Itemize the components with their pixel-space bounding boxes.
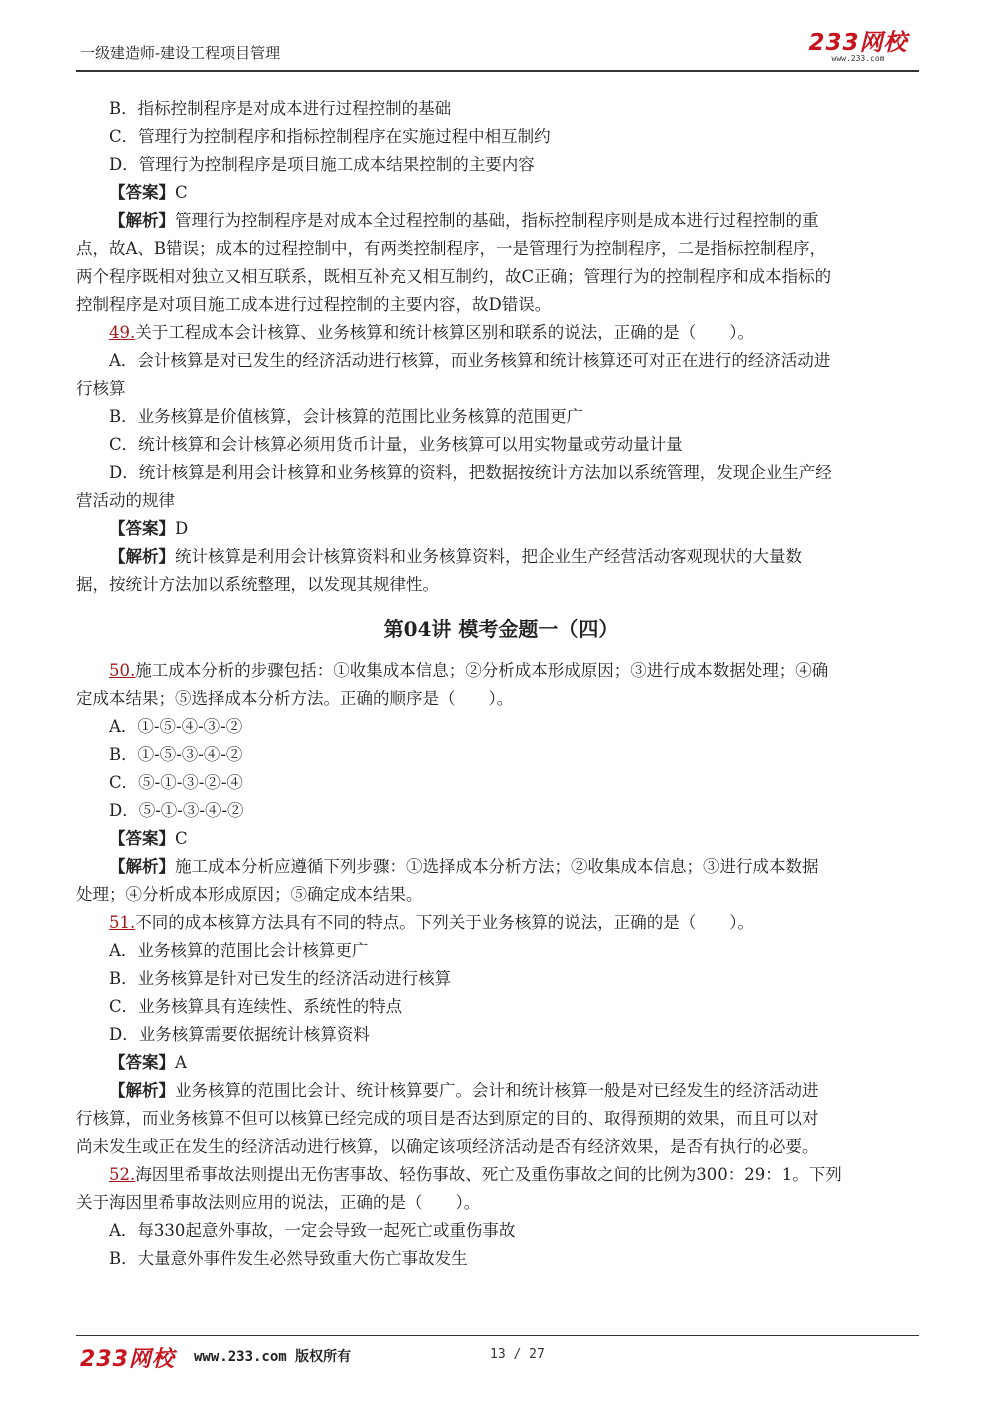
text-line xyxy=(76,741,926,769)
line-text: A．每330起意外事故，一定会导致一起死亡或重伤事故 xyxy=(109,1221,516,1240)
text-line xyxy=(76,1189,926,1217)
text-line xyxy=(76,375,926,403)
line-text: C．管理行为控制程序和指标控制程序在实施过程中相互制约 xyxy=(109,127,551,146)
explanation-line xyxy=(76,853,926,881)
text-line xyxy=(76,1105,926,1133)
label-tag: 【解析】 xyxy=(109,211,175,230)
line-text: 第04讲 模考金题一（四） xyxy=(383,617,619,641)
text-line xyxy=(76,1217,926,1245)
line-text: 控制程序是对项目施工成本进行过程控制的主要内容，故D错误。 xyxy=(76,295,552,314)
text-line xyxy=(76,685,926,713)
answer-line xyxy=(76,825,926,853)
question-stem xyxy=(76,319,926,347)
text-line xyxy=(76,291,926,319)
line-text: A．业务核算的范围比会计核算更广 xyxy=(109,941,369,960)
page-footer xyxy=(76,1335,919,1376)
text-line xyxy=(76,1021,926,1049)
page-header xyxy=(76,30,919,72)
text-line xyxy=(76,769,926,797)
question-stem xyxy=(76,1161,926,1189)
text-line xyxy=(76,347,926,375)
text-line xyxy=(76,235,926,263)
text-line xyxy=(76,95,926,123)
line-text: D xyxy=(175,519,189,538)
text-line xyxy=(76,263,926,291)
line-text: 点，故A、B错误；成本的过程控制中，有两类控制程序，一是管理行为控制程序，二是指标控制程序， xyxy=(76,239,827,258)
logo-text: 233网校 xyxy=(808,30,908,56)
text-line xyxy=(76,713,926,741)
line-text: 营活动的规律 xyxy=(76,491,175,510)
footer-copyright: www.233.com 版权所有 xyxy=(194,1349,352,1365)
label-tag: 【答案】 xyxy=(109,1053,175,1072)
line-text: C．⑤-①-③-②-④ xyxy=(109,773,243,792)
section-heading xyxy=(76,613,926,645)
line-text: 据，按统计方法加以系统整理，以发现其规律性。 xyxy=(76,575,439,594)
answer-line xyxy=(76,1049,926,1077)
line-text: A．①-⑤-④-③-② xyxy=(109,717,243,736)
line-text: C．统计核算和会计核算必须用货币计量，业务核算可以用实物量或劳动量计量 xyxy=(109,435,683,454)
line-text: D．业务核算需要依据统计核算资料 xyxy=(109,1025,370,1044)
line-text: B．业务核算是针对已发生的经济活动进行核算 xyxy=(109,969,452,988)
explanation-line xyxy=(76,207,926,235)
question-number[interactable]: 52. xyxy=(109,1165,136,1184)
label-tag: 【答案】 xyxy=(109,183,175,202)
text-line xyxy=(76,965,926,993)
text-line xyxy=(76,459,926,487)
page-number: 13 / 27 xyxy=(490,1347,545,1362)
label-tag: 【解析】 xyxy=(109,1081,175,1100)
explanation-line xyxy=(76,1077,926,1105)
question-stem xyxy=(76,909,926,937)
line-text: D．管理行为控制程序是项目施工成本结果控制的主要内容 xyxy=(109,155,535,174)
explanation-line xyxy=(76,543,926,571)
line-text: 定成本结果；⑤选择成本分析方法。正确的顺序是（ ）。 xyxy=(76,689,514,708)
line-text: 施工成本分析应遵循下列步骤：①选择成本分析方法；②收集成本信息；③进行成本数据 xyxy=(175,857,819,876)
text-line xyxy=(76,881,926,909)
label-tag: 【答案】 xyxy=(109,519,175,538)
text-line xyxy=(76,797,926,825)
line-text: B．大量意外事件发生必然导致重大伤亡事故发生 xyxy=(109,1249,468,1268)
line-text: D．⑤-①-③-④-② xyxy=(109,801,244,820)
line-text: 行核算，而业务核算不但可以核算已经完成的项目是否达到原定的目的、取得预期的效果，而且可以对 xyxy=(76,1109,819,1128)
document-body xyxy=(76,95,926,1273)
line-text: 管理行为控制程序是对成本全过程控制的基础，指标控制程序则是成本进行过程控制的重 xyxy=(175,211,819,230)
question-number[interactable]: 51. xyxy=(109,913,136,932)
text-line xyxy=(76,403,926,431)
line-text: 施工成本分析的步骤包括：①收集成本信息；②分析成本形成原因；③进行成本数据处理；④确 xyxy=(135,661,829,680)
line-text: B．业务核算是价值核算，会计核算的范围比业务核算的范围更广 xyxy=(109,407,584,426)
header-divider xyxy=(76,70,919,72)
label-tag: 【解析】 xyxy=(109,857,175,876)
text-line xyxy=(76,151,926,179)
line-text: C xyxy=(175,183,188,202)
line-text: 处理；④分析成本形成原因；⑤确定成本结果。 xyxy=(76,885,423,904)
line-text: 关于海因里希事故法则应用的说法，正确的是（ ）。 xyxy=(76,1193,481,1212)
text-line xyxy=(76,993,926,1021)
logo-url: www.233.com xyxy=(831,54,885,63)
line-text: 行核算 xyxy=(76,379,126,398)
question-number[interactable]: 50. xyxy=(109,661,136,680)
line-text: B．①-⑤-③-④-② xyxy=(109,745,243,764)
line-text: 海因里希事故法则提出无伤害事故、轻伤事故、死亡及重伤事故之间的比例为300：29：1。下列 xyxy=(135,1165,842,1184)
answer-line xyxy=(76,515,926,543)
line-text: C．业务核算具有连续性、系统性的特点 xyxy=(109,997,403,1016)
brand-logo[interactable] xyxy=(803,30,913,63)
line-text: B．指标控制程序是对成本进行过程控制的基础 xyxy=(109,99,452,118)
line-text: D．统计核算是利用会计核算和业务核算的资料，把数据按统计方法加以系统管理，发现企业生产经 xyxy=(109,463,832,482)
line-text: A．会计核算是对已发生的经济活动进行核算，而业务核算和统计核算还可对正在进行的经济活动进 xyxy=(109,351,831,370)
text-line xyxy=(76,571,926,599)
document-title: 一级建造师-建设工程项目管理 xyxy=(80,44,281,62)
line-text: 关于工程成本会计核算、业务核算和统计核算区别和联系的说法，正确的是（ ）。 xyxy=(135,323,754,342)
answer-line xyxy=(76,179,926,207)
footer-logo[interactable]: 233网校 xyxy=(80,1347,175,1372)
line-text: C xyxy=(175,829,188,848)
label-tag: 【答案】 xyxy=(109,829,175,848)
text-line xyxy=(76,937,926,965)
text-line xyxy=(76,1245,926,1273)
line-text: 不同的成本核算方法具有不同的特点。下列关于业务核算的说法，正确的是（ ）。 xyxy=(135,913,754,932)
question-stem xyxy=(76,657,926,685)
text-line xyxy=(76,123,926,151)
line-text: 统计核算是利用会计核算资料和业务核算资料，把企业生产经营活动客观现状的大量数 xyxy=(175,547,802,566)
line-text: 业务核算的范围比会计、统计核算要广。会计和统计核算一般是对已经发生的经济活动进 xyxy=(175,1081,819,1100)
line-text: A xyxy=(175,1053,187,1072)
text-line xyxy=(76,487,926,515)
question-number[interactable]: 49. xyxy=(109,323,136,342)
line-text: 两个程序既相对独立又相互联系，既相互补充又相互制约，故C正确；管理行为的控制程序和成本指标的 xyxy=(76,267,832,286)
text-line xyxy=(76,431,926,459)
text-line xyxy=(76,1133,926,1161)
line-text: 尚未发生或正在发生的经济活动进行核算，以确定该项经济活动是否有经济效果，是否有执行的必要。 xyxy=(76,1137,819,1156)
label-tag: 【解析】 xyxy=(109,547,175,566)
